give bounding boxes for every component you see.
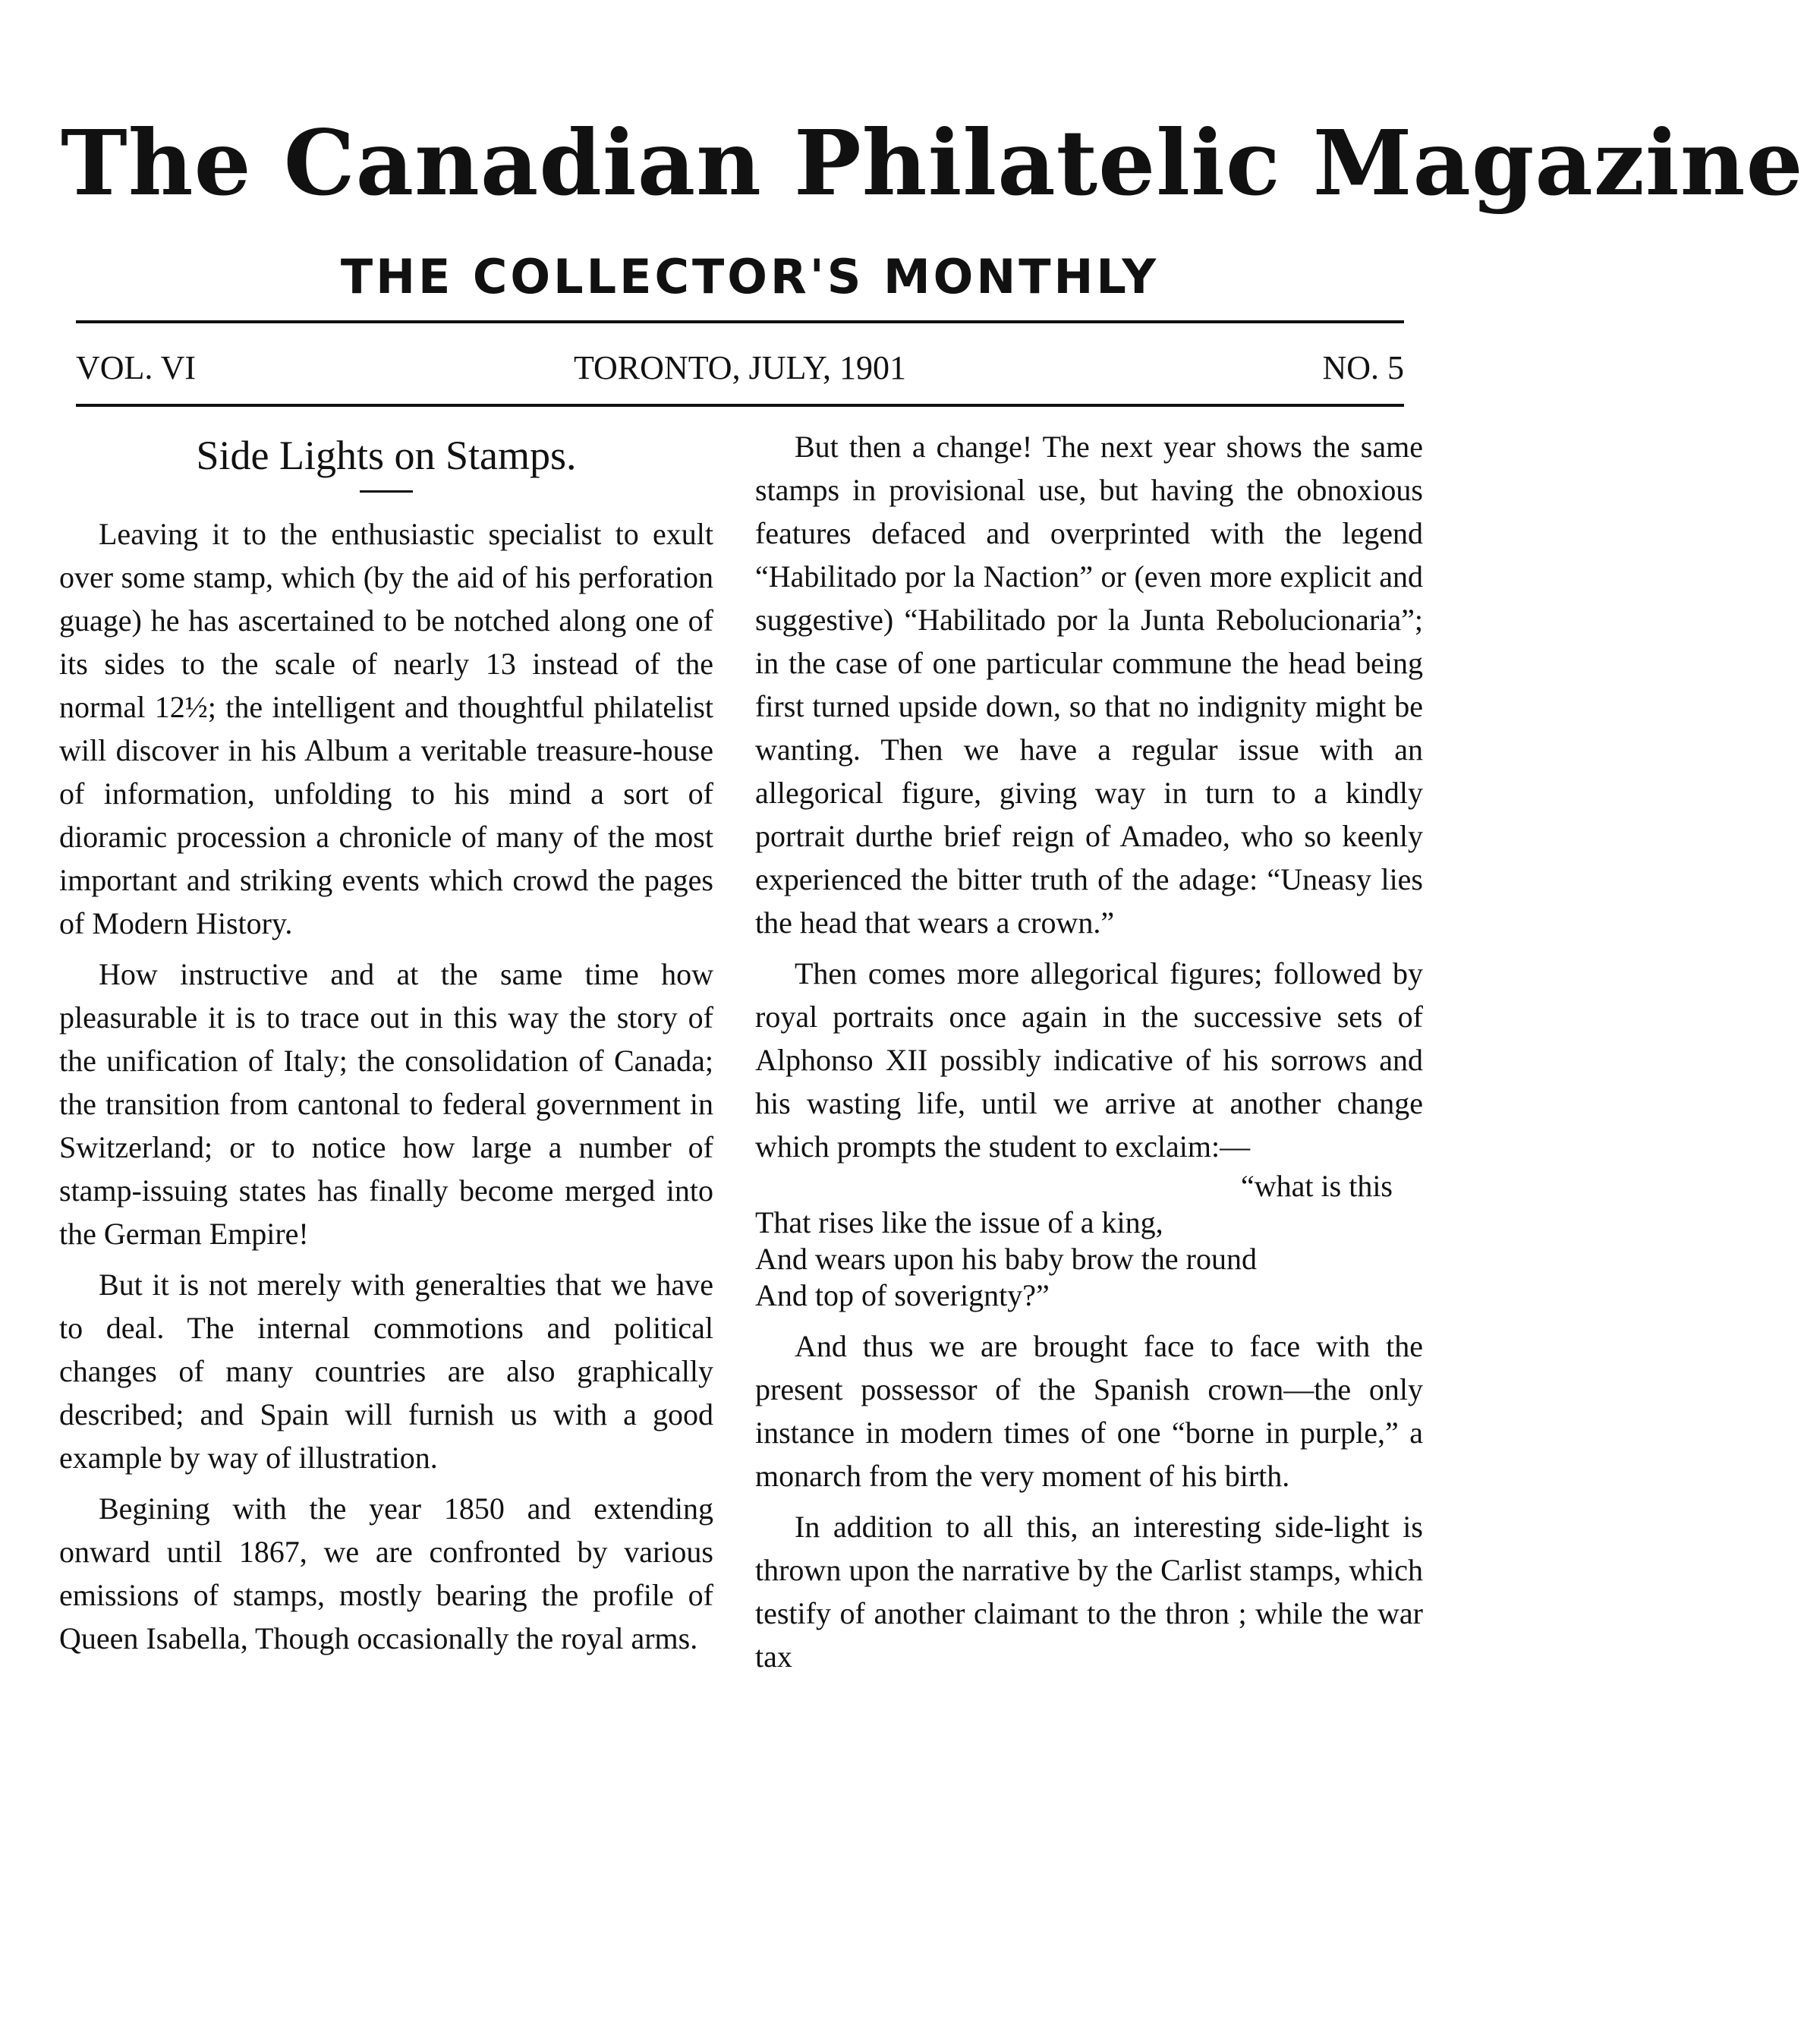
paragraph: Leaving it to the enthusiastic specialist to exult over some stamp, which (by the aid of his perforation guage) he has ascertained to be notched along one of its sides to the scale of nearly 13 instead of the normal 12½; the intelligent and thoughtful philatelist will discover in his Album a veritable treasure-house of information, unfolding to his mind a sort of dioramic procession a chronicle of many of the most important and striking events which crowd the pages of Modern History. (59, 517, 713, 940)
verse-quotation (755, 1168, 1423, 1314)
right-column (755, 425, 1423, 1686)
header-rule-bottom (76, 404, 1404, 407)
paragraph: In addition to all this, an interesting side-light is thrown upon the narrative by the Carlist stamps, which testify of another claimant to the thron ; while the war tax (755, 1510, 1423, 1674)
paragraph: How instructive and at the same time how pleasurable it is to trace out in this way the story of the unification of Italy; the consolidation of Canada; the transition from cantonal to federal government in Switzerland; or to notice how large a number of stamp-issuing states has finally become merged into the German Empire! (59, 957, 713, 1251)
masthead-title: The Canadian Philatelic Magazine (61, 110, 1804, 216)
masthead-subtitle: THE COLLECTOR'S MONTHLY (340, 249, 1160, 304)
verse-line: “what is this (1241, 1169, 1393, 1203)
volume-label: VOL. VI (76, 349, 197, 386)
verse-line: And top of soverignty?” (755, 1278, 1050, 1312)
issue-line (76, 342, 1404, 395)
verse-line: And wears upon his baby brow the round (755, 1242, 1257, 1276)
verse-line: That rises like the issue of a king, (755, 1205, 1163, 1239)
left-column (59, 425, 713, 1668)
title-rule (360, 490, 413, 493)
issue-number: NO. 5 (1322, 349, 1404, 386)
paragraph: Begining with the year 1850 and extending onward until 1867, we are confronted by various emissions of stamps, mostly bearing the profile of Queen Isabella, Though occasionally the royal arms. (59, 1491, 713, 1655)
paragraph: Then comes more allegorical figures; followed by royal portraits once again in the successive sets of Alphonso XII possibly indicative of his sorrows and his wasting life, until we arrive at another change which prompts the student to exclaim:— (755, 956, 1423, 1164)
paragraph: And thus we are brought face to face with the present possessor of the Spanish crown—the only instance in modern times of one “borne in purple,” a monarch from the very moment of his birth. (755, 1329, 1423, 1493)
dateline: TORONTO, JULY, 1901 (573, 349, 907, 386)
paragraph: But it is not merely with generalties that we have to deal. The internal commotions and political changes of many countries are also graphically described; and Spain will furnish us with a good example by way of illustration. (59, 1268, 713, 1475)
paragraph: But then a change! The next year shows the same stamps in provisional use, but having the obnoxious features defaced and overprinted with the legend “Habilitado por la Naction” or (even more explicit and suggestive) “Habilitado por la Junta Rebolucionaria”; in the case of one particular commune the head being first turned upside down, so that no indignity might be wanting. Then we have a regular issue with an allegorical figure, giving way in turn to a kindly portrait durthe brief reign of Amadeo, who so keenly experienced the bitter truth of the adage: “Uneasy lies the head that wears a crown.” (755, 430, 1423, 940)
header-rule-top (76, 320, 1404, 323)
article-title: Side Lights on Stamps. (196, 433, 577, 478)
